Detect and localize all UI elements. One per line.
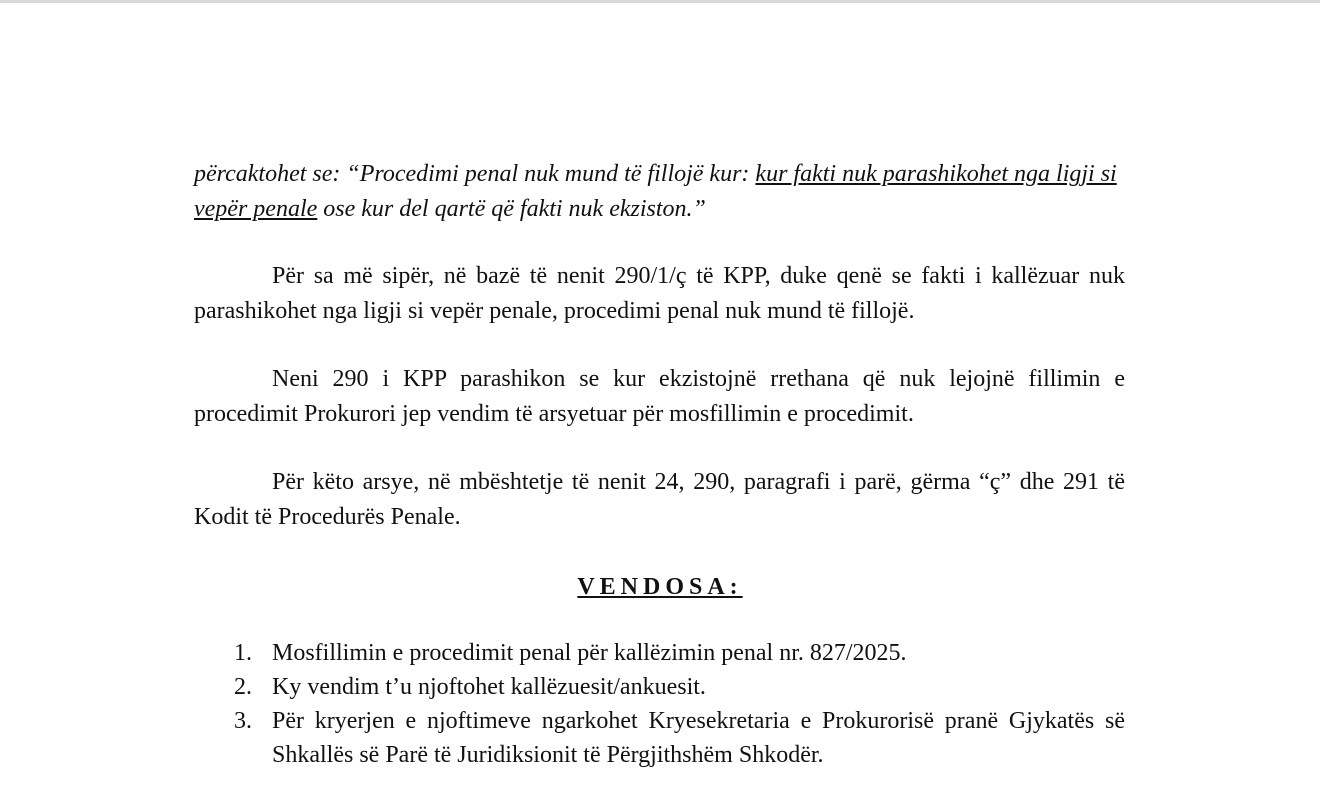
paragraph-3: Për këto arsye, në mbështetje të nenit 24, 290, paragrafi i parë, gërma “ç” dhe 291 të Kodit të Procedurës Penale. (194, 469, 1125, 530)
paragraph-2: Neni 290 i KPP parashikon se kur ekzistojnë rrethana që nuk lejojnë fillimin e procedimit Prokurori jep vendim të arsyetuar për mosfillimin e procedimit. (194, 366, 1125, 427)
decision-text: Mosfillimin e procedimit penal për kallëzimin penal nr. 827/2025. (272, 640, 907, 666)
decision-item (194, 636, 1125, 670)
legal-quote (194, 157, 1125, 227)
decision-item (194, 670, 1125, 704)
decision-text: Për kryerjen e njoftimeve ngarkohet Kryesekretaria e Prokurorisë pranë Gjykatës së Shkallës së Parë të Juridiksionit të Përgjithshëm Shkodër. (272, 708, 1125, 768)
decision-number: 1. (234, 640, 252, 666)
quote-lead: përcaktohet se: “Procedimi penal nuk mund të fillojë kur: (194, 161, 756, 187)
decision-list (194, 636, 1125, 772)
decision-number: 3. (234, 708, 252, 734)
quote-underlined: kur fakti nuk parashikohet nga ligji si vepër penale (194, 161, 1117, 222)
decision-number: 2. (234, 674, 252, 700)
decision-item (194, 704, 1125, 772)
quote-tail: ose kur del qartë që fakti nuk ekziston.” (317, 196, 706, 222)
decision-text: Ky vendim t’u njoftohet kallëzuesit/ankuesit. (272, 674, 706, 700)
paragraph-1: Për sa më sipër, në bazë të nenit 290/1/ç të KPP, duke qenë se fakti i kallëzuar nuk parashikohet nga ligji si vepër penale, procedimi penal nuk mund të fillojë. (194, 263, 1125, 324)
decision-heading: VENDOSA: (577, 574, 743, 600)
